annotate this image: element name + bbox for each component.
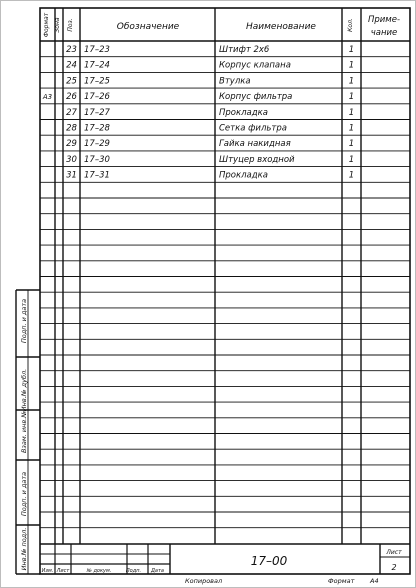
cell-pos: 24 — [66, 60, 77, 71]
cell-qty: 1 — [348, 60, 355, 71]
header-qty: Кол. — [347, 18, 354, 32]
side-label-inv-dubl: Инв.№ дубл. — [20, 368, 28, 412]
cell-pos: 31 — [66, 170, 77, 181]
cell-name: Штуцер входной — [219, 154, 295, 165]
side-label-sign-date-bottom: Подп. и дата — [20, 471, 28, 517]
cell-pos: 23 — [66, 45, 77, 55]
cell-name: Корпус клапана — [219, 60, 291, 71]
cell-name: Корпус фильтра — [219, 92, 293, 103]
cell-qty: 1 — [348, 154, 355, 165]
side-stamp-labels — [20, 299, 28, 571]
header-designation: Обозначение — [116, 22, 180, 32]
header-name: Наименование — [246, 22, 316, 32]
title-col-doc: № докум. — [86, 568, 112, 574]
cell-pos: 25 — [66, 76, 77, 87]
cell-designation: 17–23 — [84, 45, 110, 55]
header-note-line1: Приме- — [367, 15, 401, 25]
title-col-izm: Изм. — [41, 568, 54, 574]
cell-designation: 17–25 — [84, 76, 110, 87]
cell-designation: 17–28 — [84, 123, 110, 134]
cell-name: Сетка фильтра — [219, 123, 287, 134]
cell-pos: 26 — [66, 92, 77, 103]
cell-qty: 1 — [348, 139, 355, 150]
cell-qty: 1 — [348, 45, 355, 55]
cell-name: Гайка накидная — [219, 139, 291, 150]
side-label-inv-podl: Инв.№ подл. — [20, 527, 28, 571]
header-zone: Зона — [54, 17, 61, 33]
cell-qty: 1 — [348, 123, 355, 134]
title-sheet-number: 2 — [391, 563, 397, 572]
cell-designation: 17–27 — [84, 107, 110, 118]
title-col-sign: Подп. — [125, 568, 142, 574]
footer-format-value: А4 — [370, 577, 379, 585]
title-col-date: Дата — [151, 568, 164, 574]
cell-designation: 17–29 — [84, 139, 110, 150]
cell-qty: 1 — [348, 170, 355, 181]
cell-pos: 29 — [66, 139, 77, 150]
cell-pos: 28 — [66, 123, 77, 134]
footer-format-label: Формат — [328, 577, 355, 585]
cell-name: Штифт 2х6 — [219, 45, 270, 55]
side-label-sign-date-top: Подп. и дата — [20, 298, 28, 344]
cell-qty: 1 — [348, 92, 355, 103]
cell-name: Прокладка — [219, 170, 268, 181]
cell-qty: 1 — [348, 76, 355, 87]
side-label-vzam-inv: Взам. инв.№ — [20, 410, 28, 454]
cell-pos: 30 — [66, 154, 77, 165]
cell-format: А3 — [42, 93, 53, 102]
title-designation: 17–00 — [250, 554, 288, 568]
cell-name: Втулка — [219, 76, 251, 87]
cell-qty: 1 — [348, 107, 355, 118]
cell-designation: 17–24 — [84, 60, 110, 71]
title-col-list: Лист — [56, 568, 70, 574]
cell-name: Прокладка — [219, 107, 268, 118]
footer-copied: Копировал — [185, 577, 223, 585]
header-format: Формат — [43, 12, 50, 38]
cell-designation: 17–30 — [84, 154, 110, 165]
title-sheet-label: Лист — [386, 549, 402, 556]
cell-designation: 17–31 — [84, 170, 110, 181]
cell-designation: 17–26 — [84, 92, 110, 103]
header-pos: Поз. — [67, 18, 74, 32]
header-note-line2: чание — [370, 28, 398, 38]
cell-pos: 27 — [66, 107, 77, 118]
